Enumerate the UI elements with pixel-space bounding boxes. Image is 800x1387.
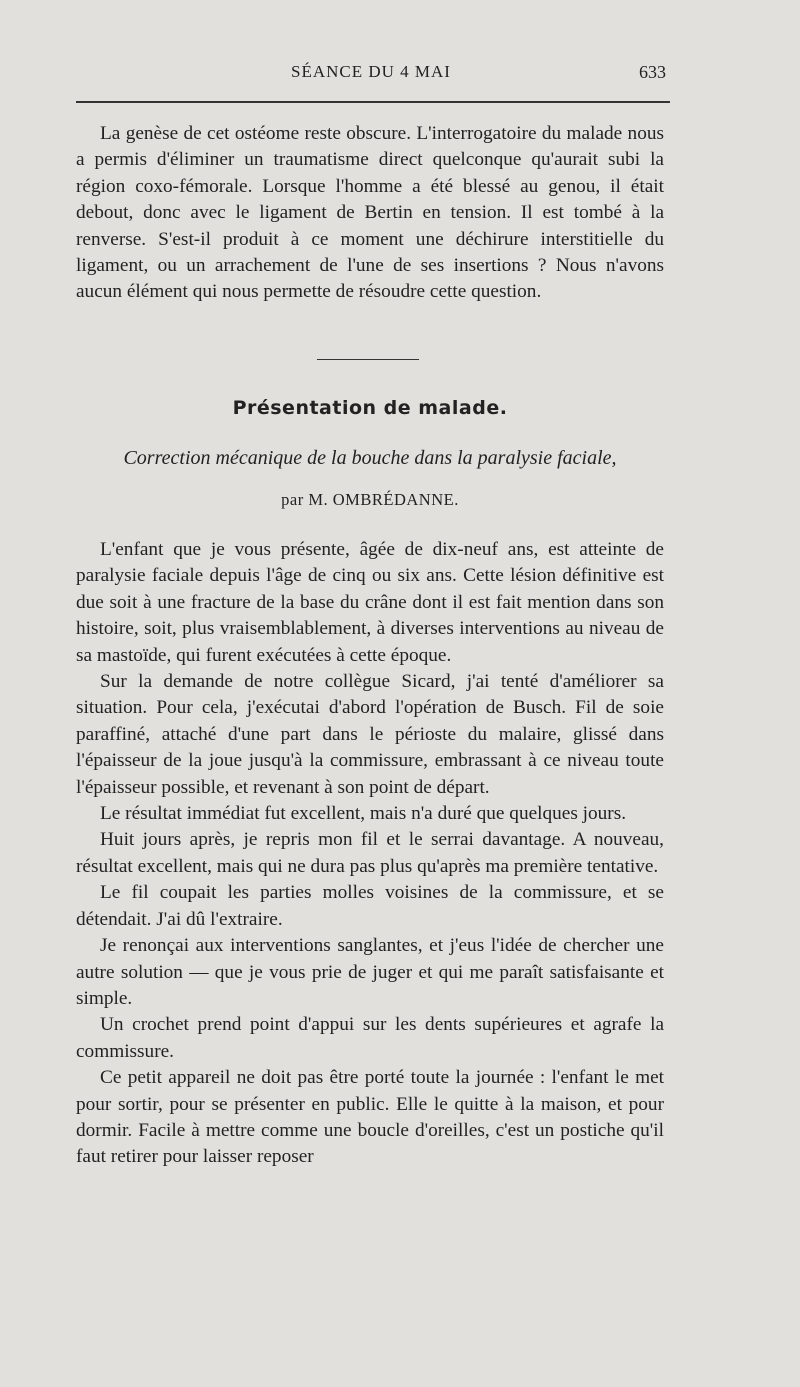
body-paragraph: Je renonçai aux interventions sanglantes, et j'eus l'idée de chercher une autre solution — que je vous prie de juger et qui me paraît satisfaisante et simple.	[76, 935, 664, 1009]
body-paragraph: Le fil coupait les parties molles voisines de la commissure, et se détendait. J'ai dû l'extraire.	[76, 882, 664, 930]
header-rule	[76, 101, 670, 103]
body-paragraph: Un crochet prend point d'appui sur les dents supérieures et agrafe la commissure.	[76, 1014, 664, 1062]
article-body	[76, 537, 664, 1171]
intro-text	[76, 121, 664, 306]
section-separator	[317, 359, 419, 360]
byline: par M. OMBRÉDANNE.	[281, 490, 459, 509]
running-title: SÉANCE DU 4 MAI	[291, 62, 451, 81]
body-paragraph: Ce petit appareil ne doit pas être porté toute la journée : l'enfant le met pour sortir, pour se présenter en public. Elle le quitte à la maison, et pour dormir. Facile à mettre comme une boucle d'oreilles, c'est un postiche qu'il faut retirer pour laisser reposer	[76, 1067, 664, 1168]
section-heading: Présentation de malade.	[232, 397, 508, 419]
page-header	[76, 62, 666, 88]
page-number: 633	[639, 62, 666, 82]
body-paragraph: Huit jours après, je repris mon fil et le serrai davantage. A nouveau, résultat excellent, mais qui ne dura pas plus qu'après ma première tentative.	[76, 829, 664, 877]
intro-paragraph: La genèse de cet ostéome reste obscure. L'interrogatoire du malade nous a permis d'éliminer un traumatisme direct quelconque qu'aurait subi la région coxo-fémorale. Lorsque l'homme a été blessé au genou, il était debout, donc avec le ligament de Bertin en tension. Il est tombé à la renverse. S'est-il produit à ce moment une déchirure interstitielle du ligament, ou un arrachement de l'une de ses insertions ? Nous n'avons aucun élément qui nous permette de résoudre cette question.	[76, 123, 664, 303]
body-paragraph: Sur la demande de notre collègue Sicard, j'ai tenté d'améliorer sa situation. Pour cela, j'exécutai d'abord l'opération de Busch. Fil de soie paraffiné, attaché d'une part dans le périoste du malaire, glissé dans l'épaisseur de la joue jusqu'à la commissure, embrassant à ce niveau toute l'épaisseur possible, et revenant à son point de départ.	[76, 671, 664, 798]
article-title: Correction mécanique de la bouche dans la paralysie faciale,	[123, 447, 617, 469]
body-paragraph: L'enfant que je vous présente, âgée de dix-neuf ans, est atteinte de paralysie faciale depuis l'âge de cinq ou six ans. Cette lésion définitive est due soit à une fracture de la base du crâne dont il est fait mention dans son histoire, soit, plus vraisemblablement, à diverses interventions au niveau de sa mastoïde, qui furent exécutées à cette époque.	[76, 539, 664, 666]
body-paragraph: Le résultat immédiat fut excellent, mais n'a duré que quelques jours.	[100, 803, 627, 825]
